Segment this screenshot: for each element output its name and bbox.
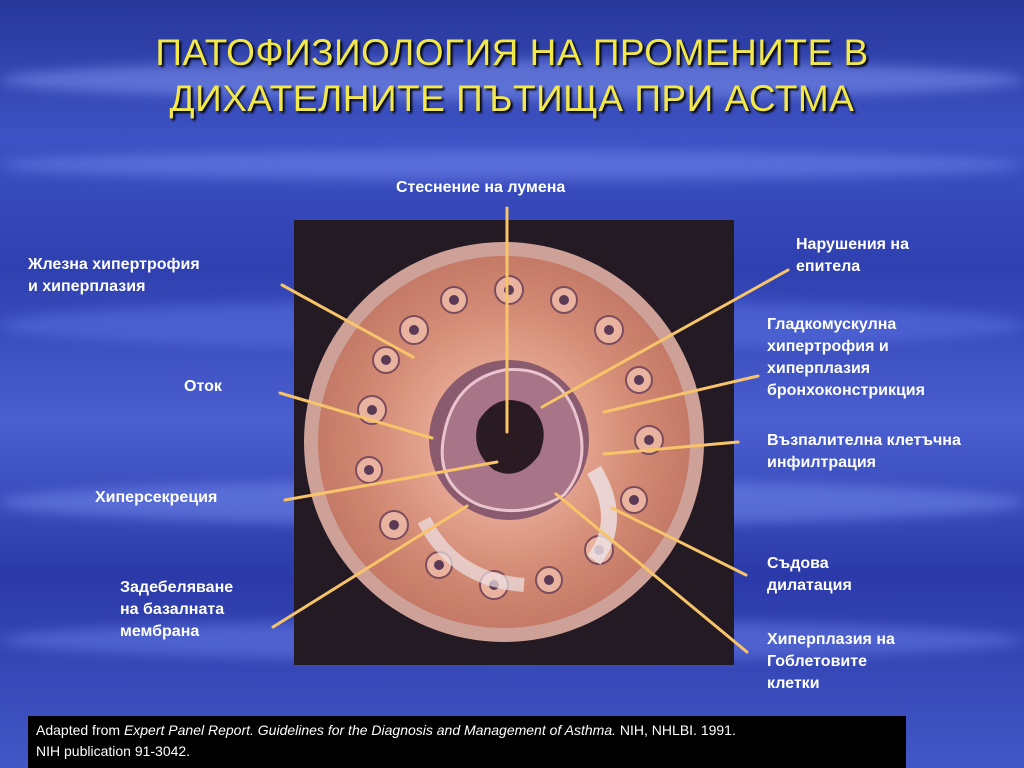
leader-smooth-muscle	[604, 376, 758, 412]
citation-title: Expert Panel Report. Guidelines for the Diagnosis and Management of Asthma.	[123, 722, 617, 738]
leader-goblet	[556, 494, 747, 652]
label-line: дилатация	[767, 577, 852, 594]
label-line: Гоблетовите	[767, 653, 867, 670]
label-goblet-cell-hyperplasia	[767, 629, 895, 695]
citation-line-1	[36, 720, 898, 741]
label-line: епитела	[796, 258, 861, 275]
label-line: хиперплазия	[767, 360, 871, 377]
label-line: Задебеляване	[120, 579, 234, 596]
label-inflammatory-infiltration	[767, 430, 961, 474]
leader-vascular	[612, 508, 746, 575]
label-line: Жлезна хипертрофия	[28, 256, 200, 273]
label-line: Хиперплазия на	[767, 631, 895, 648]
label-line: хипертрофия и	[767, 338, 889, 355]
leader-edema	[280, 393, 432, 438]
citation-line-2: NIH publication 91-3042.	[36, 743, 191, 759]
title-line-1: ПАТОФИЗИОЛОГИЯ НА ПРОМЕНИТЕ В	[155, 32, 869, 73]
label-edema: Оток	[184, 378, 222, 395]
leader-inflammatory	[604, 442, 738, 454]
citation-prefix: Adapted from	[36, 722, 124, 738]
leader-basement	[273, 506, 467, 627]
label-line: на базалната	[120, 601, 225, 618]
label-basement-membrane-thickening	[120, 577, 233, 643]
label-line: Възпалителна клетъчна	[767, 432, 961, 449]
title-line-2: ДИХАТЕЛНИТЕ ПЪТИЩА ПРИ АСТМА	[169, 78, 855, 119]
label-smooth-muscle	[767, 314, 925, 402]
citation-suffix: NIH, NHLBI. 1991.	[616, 722, 736, 738]
leader-gland	[282, 285, 413, 357]
citation-footer	[28, 716, 906, 768]
label-line: инфилтрация	[767, 454, 877, 471]
label-line: Съдова	[767, 555, 829, 572]
label-line: Нарушения на	[796, 236, 909, 253]
label-line: Гладкомускулна	[767, 316, 897, 333]
label-gland-hypertrophy	[28, 254, 200, 298]
label-hypersecretion: Хиперсекреция	[95, 489, 218, 506]
label-line: бронхоконстрикция	[767, 382, 925, 399]
label-line: клетки	[767, 675, 820, 692]
leader-epithelium	[542, 270, 788, 407]
label-lumen-narrowing: Стеснение на лумена	[396, 179, 566, 196]
label-epithelium-disruption	[796, 234, 909, 278]
label-line: и хиперплазия	[28, 278, 146, 295]
leader-hypersecretion	[285, 462, 497, 500]
label-line: мембрана	[120, 623, 200, 640]
label-vascular-dilation	[767, 553, 852, 597]
